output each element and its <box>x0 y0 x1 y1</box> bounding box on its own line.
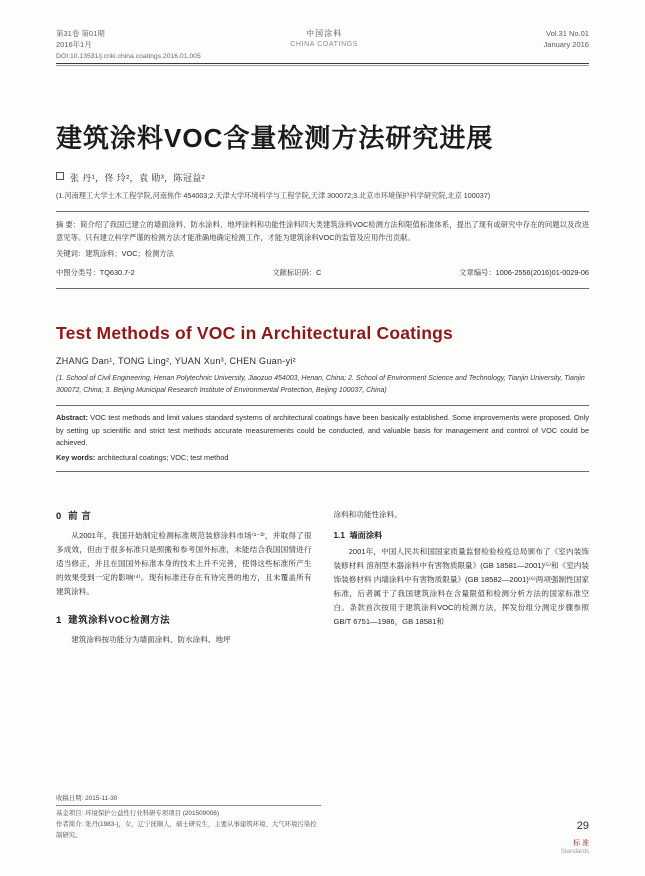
authors-en: ZHANG Dan¹, TONG Ling², YUAN Xun³, CHEN Guan-yi² <box>56 356 296 367</box>
section-label-cn: 标 准 <box>573 839 589 847</box>
keywords-en-paragraph <box>56 452 589 464</box>
keywords-cn-text: 建筑涂料；VOC；检测方法 <box>85 248 174 258</box>
doccode-group <box>272 267 321 280</box>
doccode-value: C <box>316 268 322 278</box>
authors-cn-text: 张 丹¹，佟 玲²，袁 勋³，陈冠益² <box>70 172 206 183</box>
clc-value: TQ630.7-2 <box>99 268 135 278</box>
section-label-en: Standards <box>560 847 589 855</box>
footnote-rule <box>56 805 321 806</box>
artnum-group <box>459 267 589 280</box>
section-1-1-title: 墙面涂料 <box>349 530 383 540</box>
body-column-right <box>334 508 590 647</box>
abstract-cn-paragraph <box>56 219 589 245</box>
doi-text: DOI:10.13531/j.cnki.china.coatings.2016.01.005 <box>56 52 201 60</box>
abstract-en-label: Abstract: <box>56 413 89 423</box>
section-1-paragraph: 建筑涂料按功能分为墙面涂料、防水涂料、地坪 <box>71 635 231 645</box>
header-issue-info-en <box>544 28 589 51</box>
section-1-number: 1 <box>56 614 62 626</box>
journal-title-cn: 中国涂料 <box>306 29 343 38</box>
abstract-cn-box <box>56 211 589 289</box>
page-header <box>56 28 589 51</box>
issue-date-en: January 2016 <box>543 40 589 50</box>
authors-cn <box>56 171 589 184</box>
section-heading-1 <box>56 612 312 630</box>
body-columns <box>56 508 589 647</box>
header-rule-thin <box>56 65 589 66</box>
keywords-en-label: Key words: <box>56 453 96 463</box>
section-1-1-number: 1.1 <box>333 530 345 540</box>
issue-volume: 第31卷 第01期 <box>56 29 105 38</box>
artnum-label: 文章编号： <box>459 268 496 278</box>
article-title-cn: 建筑涂料VOC含量检测方法研究进展 <box>56 122 494 153</box>
author-bio: 作者简介: 张丹(1983-)，女，辽宁抚顺人，硕士研究生，主要从事建筑环境、大气环境污染控制研究。 <box>56 821 317 840</box>
page-number: 29 <box>576 820 589 832</box>
header-journal-name <box>290 28 358 51</box>
clc-label: 中图分类号： <box>56 268 100 278</box>
doccode-label: 文献标识码： <box>272 268 317 278</box>
abstract-en-text: VOC test methods and limit values standard systems of architectural coatings have been basically established. Some improvements were proposed. Only by setting up scientific and strict test methods accurate measurements could be conducted, and valuable basis for management and control of VOC could be achieved. <box>56 413 589 447</box>
keywords-cn-paragraph <box>56 248 589 261</box>
section-0-paragraph: 从2001年，我国开始制定检测标准规范装修涂料市场⁽¹⁻³⁾，并取得了很多成效，但由于很多标准只是照搬和参考国外标准，未能结合我国国情进行适当修正，并且在国国外标准本身的技术上并不完善，使得这些标准所产生的效果受到一定的影响⁽⁴⁾。现有标准还存在有待完善的地方，且未覆盖所有建筑涂料。 <box>56 531 312 597</box>
abstract-en-paragraph <box>56 412 589 449</box>
square-bullet-icon <box>56 172 64 180</box>
section-heading-0 <box>56 508 312 526</box>
affiliation-en: (1. School of Civil Engineering, Henan Polytechnic University, Jiaozuo 454003, Henan, China; 2. School of Environment Science and Technology, Tianjin University, Tianjin 300072, China; 3. Beijing Municipal Research Institute of Environmental Protection, Beijing 100037, China) <box>56 375 585 394</box>
page-footnotes <box>56 794 321 842</box>
classification-row <box>56 267 589 280</box>
artnum-value: 1006-2556(2016)01-0029-06 <box>495 268 589 278</box>
article-title-en: Test Methods of VOC in Architectural Coatings <box>56 323 453 344</box>
keywords-cn-label: 关键词： <box>56 248 86 258</box>
section-1-title: 建筑涂料VOC检测方法 <box>68 614 171 626</box>
keywords-en-text: architectural coatings; VOC; test method <box>97 453 229 463</box>
abstract-cn-label: 摘 要： <box>56 220 81 230</box>
received-date: 收稿日期: 2015-11-30 <box>56 795 118 803</box>
section-0-number: 0 <box>56 510 62 522</box>
journal-title-en: CHINA COATINGS <box>290 41 359 48</box>
body-column-left <box>56 508 312 647</box>
section-label <box>561 839 589 856</box>
section-1-1-paragraph: 2001年，中国人民共和国国家质量监督检验检疫总局颁布了《室内装饰装修材料 溶剂型木器涂料中有害物质限量》(GB 18581—2001)⁽⁵⁾和《室内装饰装修材料 内墙涂料中有害物质限量》(GB 18582—2001)⁽⁶⁾两项强制性国家标准，后者属于了我国建筑涂料在含量限值和检测分析方法的国家标准空白。条款首次按用于建筑涂料VOC的检测方法，挥发份组分测定步骤参照GB/T 6751—1986，GB 18581和 <box>333 546 589 627</box>
affiliation-cn: (1.河南理工大学土木工程学院,河南焦作 454003;2.天津大学环境科学与工程学院,天津 300072;3.北京市环境保护科学研究院,北京 100037) <box>56 190 491 200</box>
continued-paragraph: 涂料和功能性涂料。 <box>333 509 402 519</box>
abstract-en-box <box>56 405 589 472</box>
clc-group <box>56 267 135 280</box>
header-rule <box>56 63 589 64</box>
issue-volume-en: Vol.31 No.01 <box>546 29 589 38</box>
section-0-title: 前 言 <box>68 510 92 522</box>
section-heading-1-1 <box>334 528 590 543</box>
abstract-cn-text: 简介绍了我国已建立的墙面涂料、防水涂料、地坪涂料和功能性涂料四大类建筑涂料VOC检测方法和限值标准体系，提出了现有或研究中存在的问题以及改进意见等。只有建立科学严谨的检测方法才能准确地确定检测工作，才能为建筑涂料VOC的监管及应用作出贡献。 <box>56 220 589 242</box>
fund-project: 基金项目: 环境保护公益性行业科研专项项目 (201509006) <box>56 810 219 818</box>
issue-date-cn: 2016年1月 <box>56 40 92 50</box>
header-issue-info <box>56 28 105 51</box>
